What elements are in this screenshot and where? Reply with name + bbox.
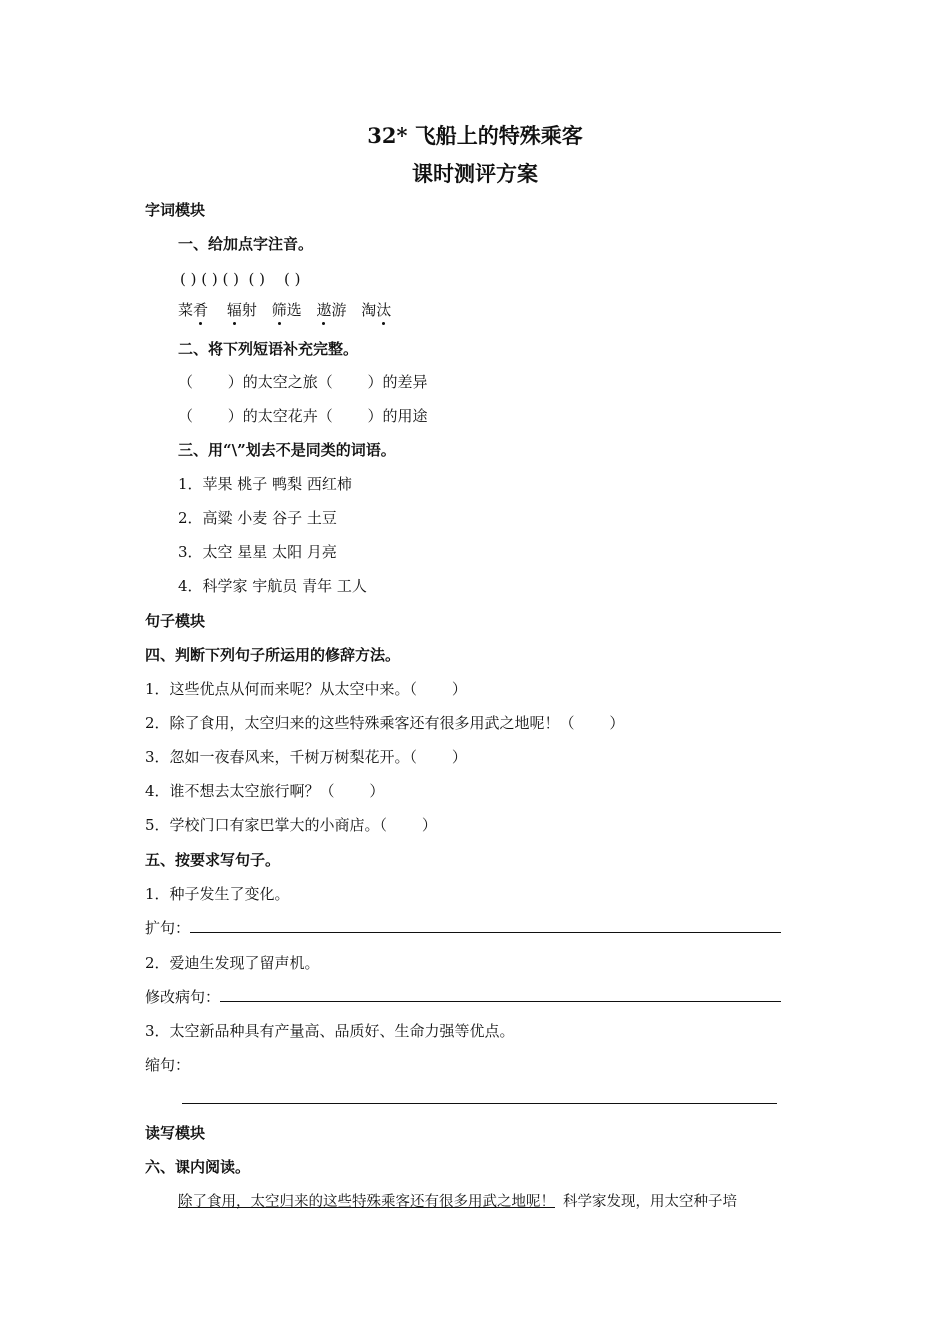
word-2: 辐射 — [226, 301, 257, 319]
word-4: 遨游 — [316, 301, 347, 319]
section-heading-sentences: 句子模块 — [145, 612, 206, 630]
document-subtitle: 课时测评方案 — [412, 161, 538, 186]
list-item: 2．除了食用，太空归来的这些特殊乘客还有很多用武之地呢！（ ） — [145, 714, 625, 732]
answer-blank[interactable] — [190, 918, 781, 933]
emphasis-dot-char: 肴 — [193, 301, 209, 319]
list-item: 5．学校门口有家巴掌大的小商店。（ ） — [145, 816, 437, 834]
dotted-words-row — [178, 300, 391, 320]
word-3: 筛选 — [271, 301, 302, 319]
list-item: 2．高粱 小麦 谷子 土豆 — [178, 509, 337, 527]
fix-sentence-label: 修改病句： — [145, 988, 221, 1006]
sentence-3: 3．太空新品种具有产量高、品质好、生命力强等优点。 — [145, 1022, 515, 1040]
underlined-sentence: 除了食用，太空归来的这些特殊乘客还有很多用武之地呢！ — [178, 1194, 555, 1210]
phrase-row-2: （ ）的太空花卉（ ）的用途 — [178, 407, 428, 425]
question-2-heading: 二、将下列短语补充完整。 — [178, 340, 359, 358]
expand-sentence-row — [145, 918, 781, 938]
question-4-heading: 四、判断下列句子所运用的修辞方法。 — [145, 646, 401, 664]
fix-sentence-row — [145, 987, 781, 1007]
answer-blank[interactable] — [182, 1103, 777, 1104]
question-1-heading: 一、给加点字注音。 — [178, 235, 314, 253]
sentence-1: 1．种子发生了变化。 — [145, 885, 290, 903]
phrase-row-1: （ ）的太空之旅（ ）的差异 — [178, 373, 428, 391]
question-5-heading: 五、按要求写句子。 — [145, 851, 281, 869]
list-item: 4．科学家 宇航员 青年 工人 — [178, 577, 367, 595]
pinyin-parentheses-row: ( ) ( ) ( ) ( ) ( ) — [180, 270, 301, 288]
section-heading-reading: 读写模块 — [145, 1124, 206, 1142]
sentence-2: 2．爱迪生发现了留声机。 — [145, 954, 320, 972]
document-title: 32* 飞船上的特殊乘客 — [367, 123, 583, 148]
word-5: 淘汰 — [361, 301, 392, 319]
question-3-heading: 三、用“\”划去不是同类的词语。 — [178, 441, 396, 459]
word-1: 菜肴 — [178, 301, 209, 319]
question-6-heading: 六、课内阅读。 — [145, 1158, 251, 1176]
shorten-sentence-label: 缩句： — [145, 1056, 191, 1074]
paragraph-text: 科学家发现，用太空种子培 — [563, 1194, 737, 1210]
list-item: 1．苹果 桃子 鸭梨 西红柿 — [178, 475, 352, 493]
emphasis-dot-char: 辐 — [226, 301, 242, 319]
emphasis-dot-char: 筛 — [271, 301, 287, 319]
expand-sentence-label: 扩句： — [145, 919, 191, 937]
reading-paragraph — [178, 1192, 737, 1212]
emphasis-dot-char: 汰 — [376, 301, 392, 319]
emphasis-dot-char: 遨 — [316, 301, 332, 319]
answer-blank[interactable] — [220, 987, 781, 1002]
list-item: 1．这些优点从何而来呢？从太空中来。（ ） — [145, 680, 467, 698]
list-item: 4．谁不想去太空旅行啊？（ ） — [145, 782, 385, 800]
list-item: 3．忽如一夜春风来，千树万树梨花开。（ ） — [145, 748, 467, 766]
section-heading-words: 字词模块 — [145, 201, 206, 219]
list-item: 3．太空 星星 太阳 月亮 — [178, 543, 337, 561]
